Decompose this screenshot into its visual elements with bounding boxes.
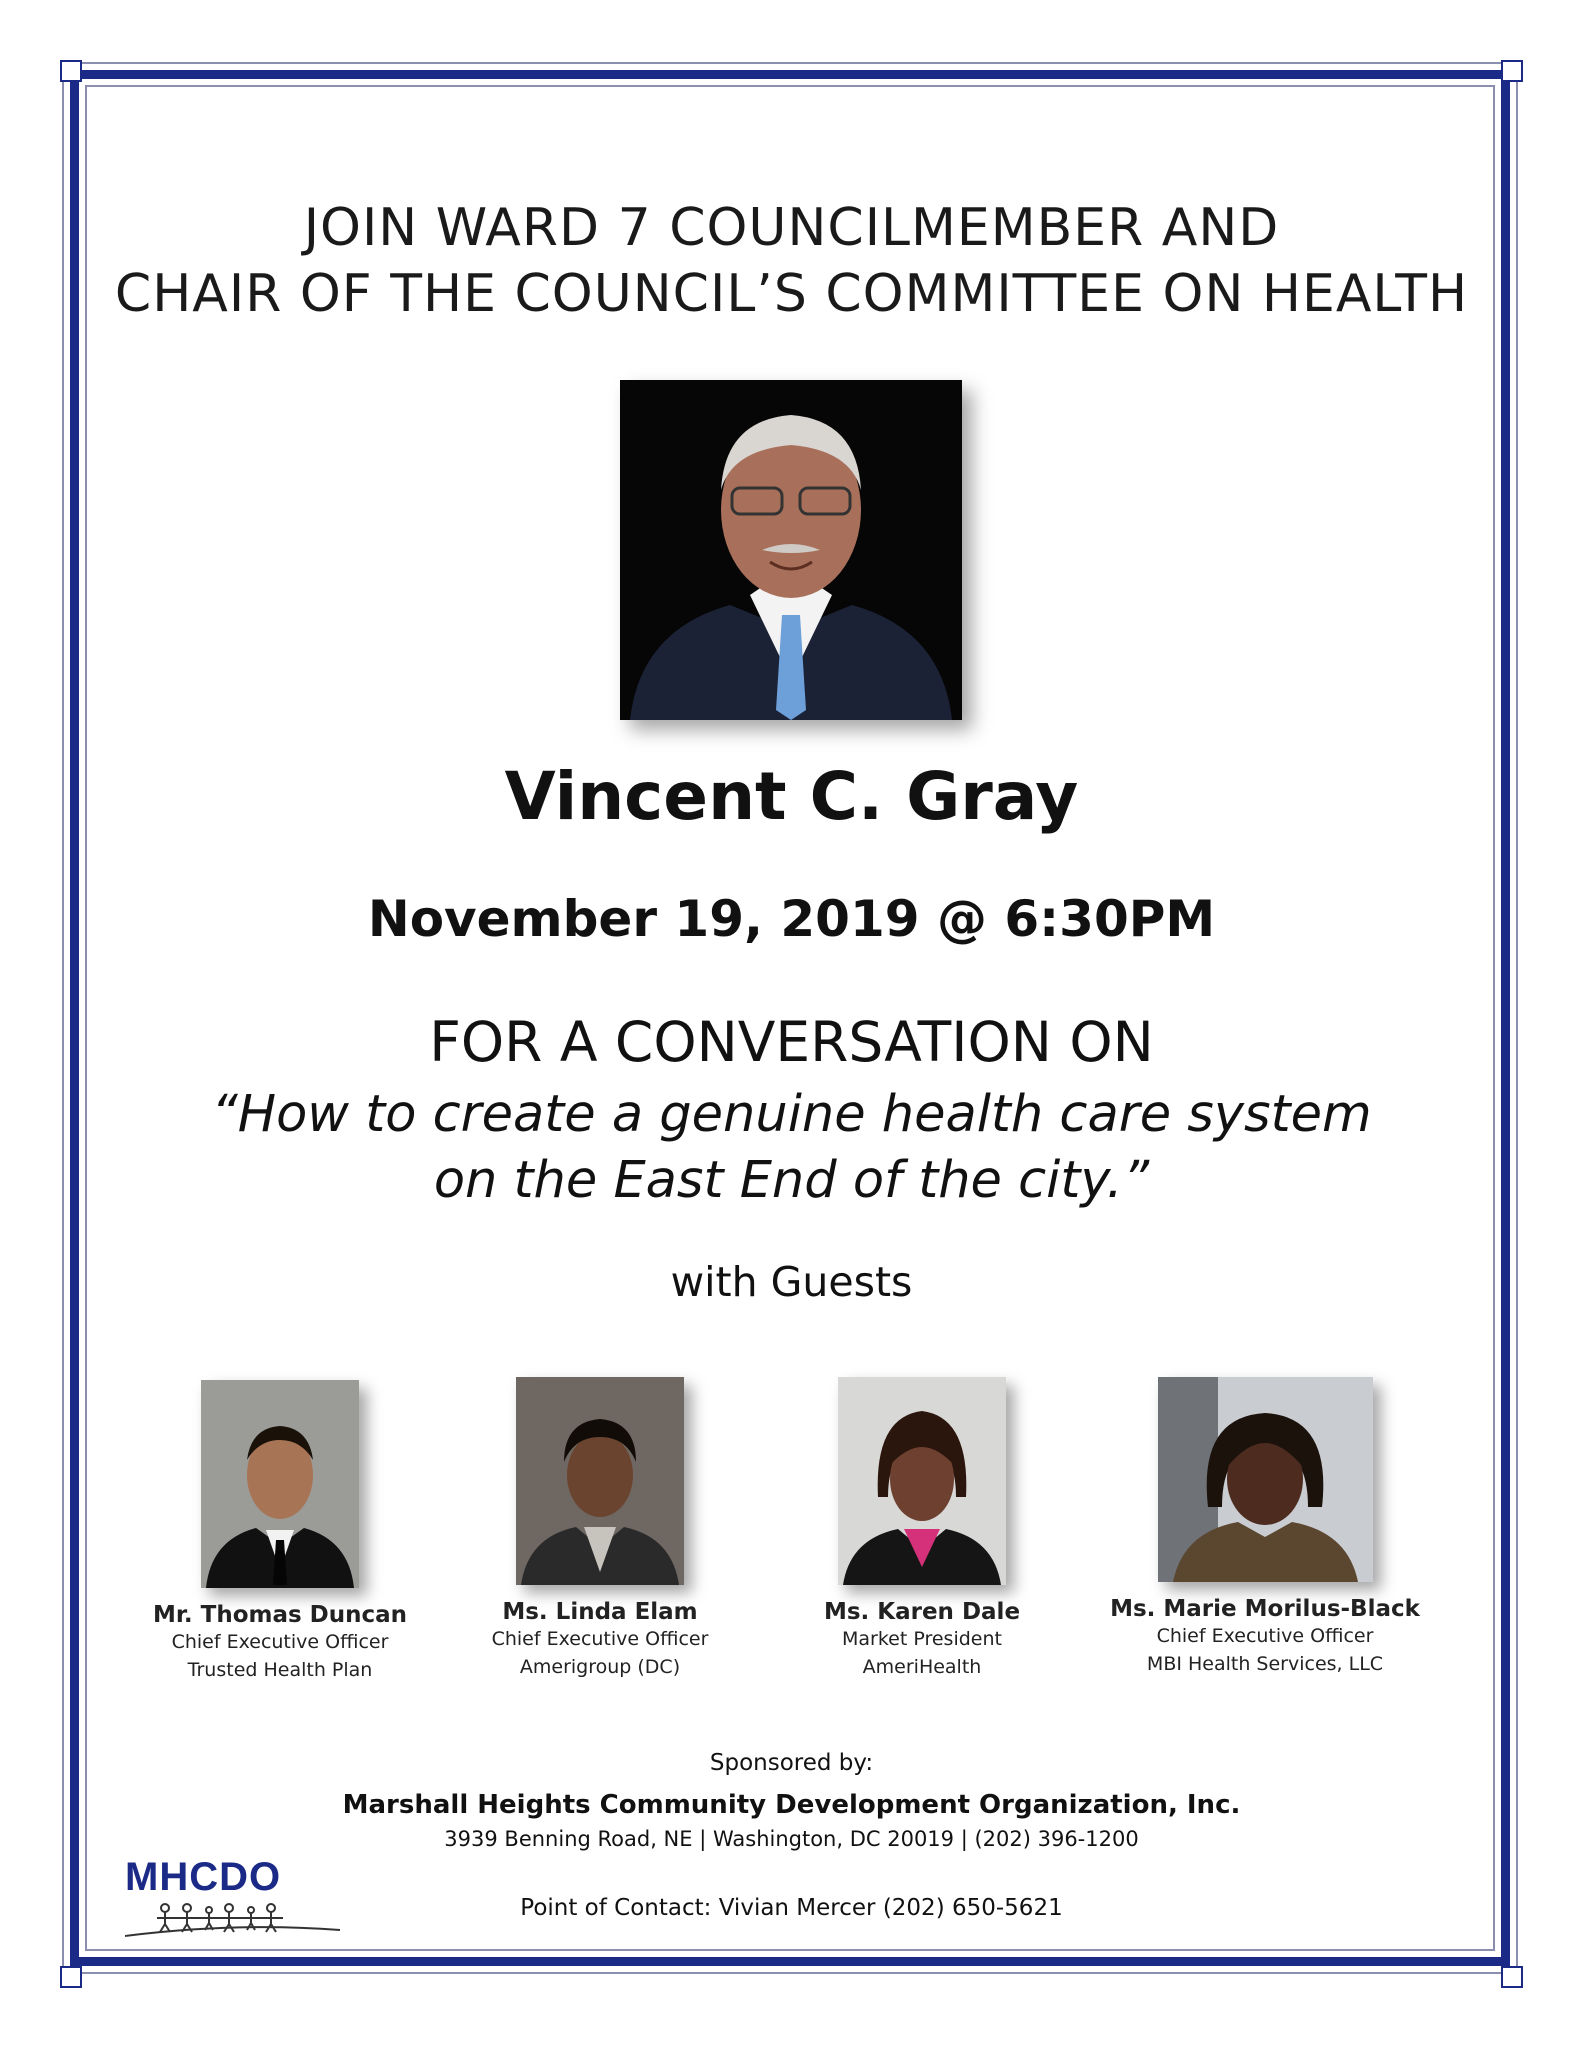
- event-quote: [0, 1082, 1583, 1214]
- guest-photo: [1158, 1377, 1373, 1582]
- event-date: November 19, 2019 @ 6:30PM: [367, 890, 1216, 948]
- guest-name: Ms. Marie Morilus-Black: [1110, 1596, 1420, 1622]
- guest-name: Ms. Karen Dale: [823, 1599, 1021, 1625]
- heading-line-2: CHAIR OF THE COUNCIL’S COMMITTEE ON HEALTH: [114, 264, 1469, 324]
- with-guests: with Guests: [670, 1258, 913, 1306]
- guest-name: Mr. Thomas Duncan: [152, 1602, 408, 1628]
- host-photo: [620, 380, 962, 720]
- heading-line-1: JOIN WARD 7 COUNCILMEMBER AND: [303, 198, 1280, 258]
- people-holding-hands-icon: [125, 1900, 345, 1940]
- guest-organization: Amerigroup (DC): [519, 1656, 681, 1678]
- point-of-contact: Point of Contact: Vivian Mercer (202) 650-5621: [520, 1895, 1063, 1921]
- mhcdo-logo: [125, 1855, 345, 1930]
- guest-organization: Trusted Health Plan: [187, 1659, 373, 1681]
- guest-organization: AmeriHealth: [862, 1656, 982, 1678]
- guest-name: Ms. Linda Elam: [502, 1599, 698, 1625]
- border-corner: [60, 60, 82, 82]
- guest-title: Chief Executive Officer: [1156, 1625, 1374, 1647]
- quote-line-1: “How to create a genuine health care system: [211, 1085, 1372, 1144]
- sponsor-organization: Marshall Heights Community Development Organization, Inc.: [342, 1790, 1241, 1820]
- guest-card: [440, 1377, 760, 1681]
- sponsor-address: 3939 Benning Road, NE | Washington, DC 20019 | (202) 396-1200: [444, 1827, 1139, 1851]
- guest-card: [762, 1377, 1082, 1681]
- guest-card: [1105, 1377, 1425, 1678]
- border-corner: [60, 1966, 82, 1988]
- flyer-heading: [0, 195, 1583, 327]
- guest-photo: [201, 1380, 359, 1588]
- border-corner: [1501, 1966, 1523, 1988]
- host-name: Vincent C. Gray: [504, 758, 1079, 835]
- guest-photo: [838, 1377, 1006, 1585]
- guest-title: Chief Executive Officer: [491, 1628, 709, 1650]
- border-corner: [1501, 60, 1523, 82]
- sponsored-by-label: Sponsored by:: [709, 1750, 874, 1776]
- logo-text: MHCDO: [125, 1855, 282, 1899]
- guest-photo: [516, 1377, 684, 1585]
- guest-card: [120, 1380, 440, 1684]
- guest-title: Market President: [842, 1628, 1002, 1650]
- guest-title: Chief Executive Officer: [171, 1631, 389, 1653]
- event-topic: FOR A CONVERSATION ON: [429, 1010, 1154, 1074]
- quote-line-2: on the East End of the city.”: [433, 1151, 1150, 1210]
- guest-organization: MBI Health Services, LLC: [1146, 1653, 1384, 1675]
